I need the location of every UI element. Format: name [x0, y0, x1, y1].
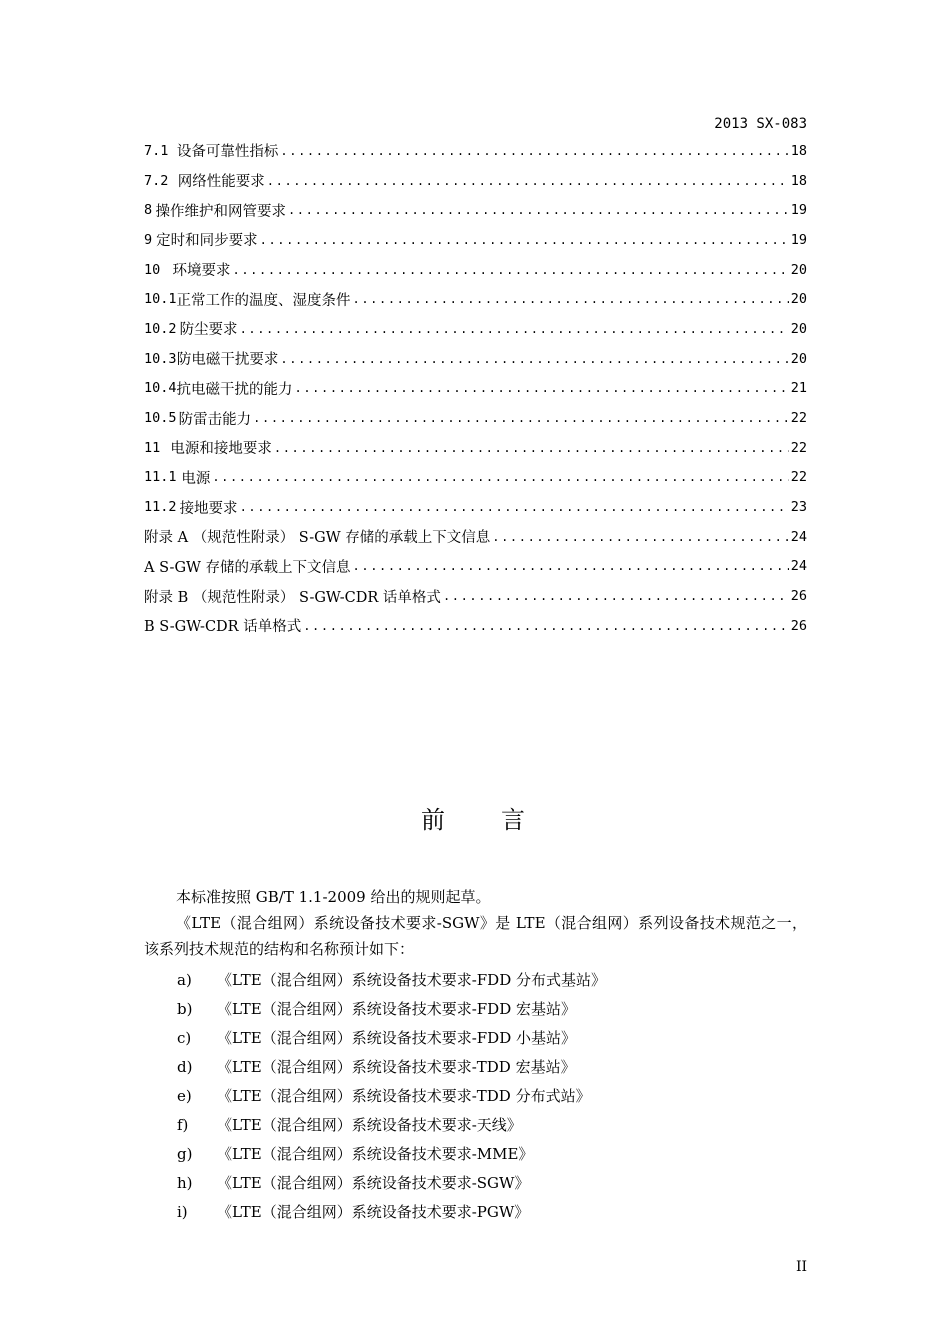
toc-leader-dots: [303, 619, 789, 633]
toc-leader-dots: [240, 500, 789, 514]
toc-leader-dots: [267, 174, 789, 188]
toc-entry-title: 正常工作的温度、湿度条件: [176, 292, 351, 309]
toc-entry[interactable]: [144, 492, 807, 522]
toc-leader-dots: [443, 589, 789, 603]
toc-entry-page: 20: [790, 320, 807, 337]
toc-entry[interactable]: [144, 463, 807, 493]
toc-entry-page: 18: [790, 172, 807, 189]
toc-entry-number: 7.2: [144, 172, 169, 189]
toc-leader-dots: [280, 144, 788, 158]
toc-entry[interactable]: [144, 433, 807, 463]
list-marker: d): [177, 1057, 193, 1076]
toc-entry-title: 电源: [181, 470, 211, 487]
toc-entry[interactable]: [144, 195, 807, 225]
toc-entry-number: 10.5: [144, 410, 177, 427]
document-code: 2013 SX-083: [714, 116, 807, 132]
toc-entry-page: 19: [790, 231, 807, 248]
toc-entry-page: 19: [790, 202, 807, 219]
toc-entry[interactable]: [144, 255, 807, 285]
toc-entry[interactable]: [144, 225, 807, 255]
list-item: [144, 965, 807, 994]
list-marker: h): [177, 1173, 193, 1192]
list-item: [144, 1110, 807, 1139]
toc-entry-page: 24: [790, 558, 807, 575]
toc-entry-title: 环境要求: [172, 263, 231, 280]
toc-leader-dots: [253, 411, 789, 425]
foreword-heading-char: 前: [421, 806, 449, 834]
toc-leader-dots: [280, 352, 788, 366]
foreword-heading: [0, 800, 950, 835]
toc-entry-title: 操作维护和网管要求: [155, 203, 286, 220]
toc-entry-number: 7.1: [144, 142, 169, 159]
toc-entry-number: 10.4: [144, 380, 177, 397]
toc-leader-dots: [353, 559, 789, 573]
toc-entry[interactable]: [144, 314, 807, 344]
list-marker: i): [177, 1202, 188, 1221]
list-item-text: 《LTE（混合组网）系统设备技术要求-天线》: [217, 1115, 522, 1134]
foreword-paragraph: 《LTE（混合组网）系统设备技术要求-SGW》是 LTE（混合组网）系列设备技术规范之一，该系列技术规范的结构和名称预计如下：: [144, 914, 807, 958]
toc-entry-title: 定时和同步要求: [156, 233, 258, 250]
toc-entry-title: 防尘要求: [179, 322, 238, 339]
toc-entry-title: 抗电磁干扰的能力: [176, 381, 293, 398]
toc-entry-page: 21: [790, 380, 807, 397]
toc-entry-number: 11.2: [144, 499, 177, 516]
toc-entry-page: 22: [790, 439, 807, 456]
toc-entry[interactable]: [144, 344, 807, 374]
toc-entry-page: 18: [790, 142, 807, 159]
toc-entry-page: 26: [790, 617, 807, 634]
toc-entry[interactable]: [144, 403, 807, 433]
list-marker: g): [177, 1144, 193, 1163]
toc-entry[interactable]: [144, 581, 807, 611]
toc-leader-dots: [212, 470, 788, 484]
list-marker: a): [177, 970, 192, 989]
list-item-text: 《LTE（混合组网）系统设备技术要求-TDD 宏基站》: [217, 1057, 576, 1076]
toc-entry[interactable]: [144, 611, 807, 641]
toc-entry-number: 10: [144, 261, 161, 278]
list-item: [144, 1197, 807, 1226]
toc-entry-page: 22: [790, 410, 807, 427]
toc-entry-title: 防雷击能力: [178, 411, 252, 428]
toc-entry-title: B S-GW-CDR 话单格式: [144, 619, 302, 636]
toc-entry-page: 23: [790, 499, 807, 516]
toc-entry-page: 20: [790, 350, 807, 367]
toc-entry[interactable]: [144, 284, 807, 314]
foreword-body: [144, 884, 807, 1226]
list-marker: c): [177, 1028, 192, 1047]
toc-entry-page: 22: [790, 469, 807, 486]
list-item-text: 《LTE（混合组网）系统设备技术要求-FDD 宏基站》: [217, 999, 576, 1018]
toc-entry-number: 11.1: [144, 469, 177, 486]
toc-leader-dots: [274, 441, 789, 455]
list-marker: e): [177, 1086, 192, 1105]
toc-entry-page: 20: [790, 261, 807, 278]
list-item: [144, 1168, 807, 1197]
list-item-text: 《LTE（混合组网）系统设备技术要求-SGW》: [217, 1173, 530, 1192]
toc-entry[interactable]: [144, 522, 807, 552]
toc-entry-page: 20: [790, 291, 807, 308]
toc-leader-dots: [353, 292, 789, 306]
toc-leader-dots: [295, 381, 789, 395]
toc-entry-title: 附录 B （规范性附录） S-GW-CDR 话单格式: [144, 589, 441, 606]
toc-entry-page: 24: [790, 528, 807, 545]
toc-entry-title: 接地要求: [179, 500, 238, 517]
toc-leader-dots: [240, 322, 789, 336]
toc-entry[interactable]: [144, 374, 807, 404]
toc-entry-number: 9: [144, 231, 153, 248]
toc-leader-dots: [492, 530, 788, 544]
list-marker: b): [177, 999, 193, 1018]
toc-entry-number: 11: [144, 439, 161, 456]
list-item: [144, 994, 807, 1023]
toc-entry-number: 10.3: [144, 350, 177, 367]
toc-entry-title: 网络性能要求: [177, 174, 265, 191]
toc-entry-title: 电源和接地要求: [170, 441, 272, 458]
toc-entry[interactable]: [144, 552, 807, 582]
foreword-paragraph: 本标准按照 GB/T 1.1-2009 给出的规则起草。: [176, 888, 491, 906]
toc-entry-title: 附录 A （规范性附录） S-GW 存储的承载上下文信息: [144, 530, 491, 547]
toc-entry-title: A S-GW 存储的承载上下文信息: [144, 559, 351, 576]
list-item-text: 《LTE（混合组网）系统设备技术要求-FDD 小基站》: [217, 1028, 576, 1047]
toc-entry-title: 设备可靠性指标: [176, 144, 279, 161]
toc-entry-number: 8: [144, 202, 153, 219]
page-number: II: [795, 1259, 807, 1275]
toc-leader-dots: [260, 233, 789, 247]
list-item: [144, 1023, 807, 1052]
toc-entry-number: 10.2: [144, 320, 177, 337]
list-item: [144, 1139, 807, 1168]
toc-entry-number: 10.1: [144, 291, 177, 308]
toc-entry[interactable]: [144, 136, 807, 166]
list-marker: f): [177, 1115, 189, 1134]
toc-entry-page: 26: [790, 588, 807, 605]
list-item: [144, 1081, 807, 1110]
list-item-text: 《LTE（混合组网）系统设备技术要求-PGW》: [217, 1202, 530, 1221]
table-of-contents: [144, 136, 807, 641]
list-item-text: 《LTE（混合组网）系统设备技术要求-TDD 分布式站》: [217, 1086, 591, 1105]
toc-entry[interactable]: [144, 166, 807, 196]
toc-leader-dots: [233, 263, 789, 277]
series-list: [144, 965, 807, 1226]
toc-entry-title: 防电磁干扰要求: [176, 352, 279, 369]
list-item: [144, 1052, 807, 1081]
toc-leader-dots: [288, 203, 789, 217]
list-item-text: 《LTE（混合组网）系统设备技术要求-MME》: [217, 1144, 534, 1163]
foreword-heading-char: 言: [501, 806, 529, 834]
list-item-text: 《LTE（混合组网）系统设备技术要求-FDD 分布式基站》: [217, 970, 606, 989]
